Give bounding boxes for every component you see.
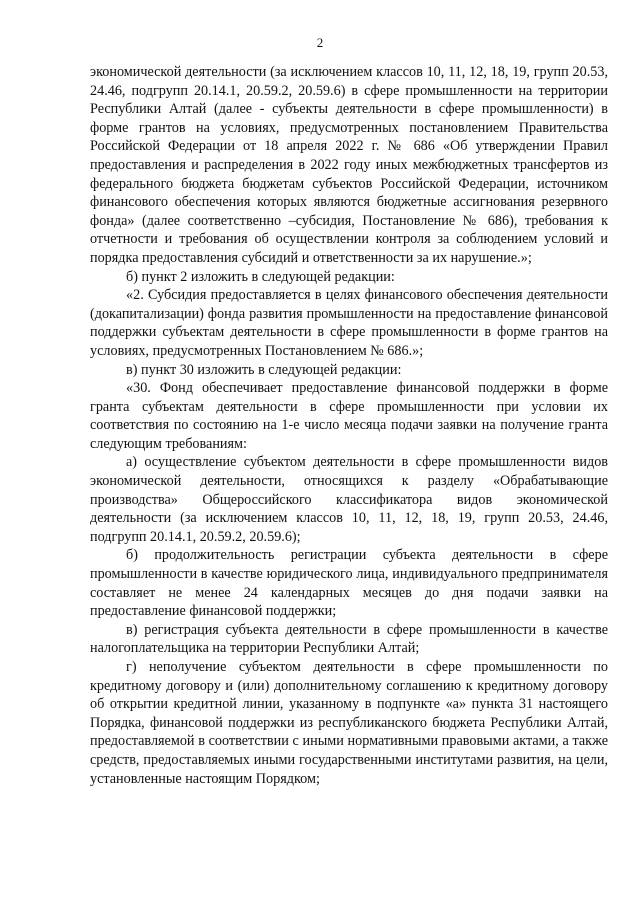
paragraph-requirement-v: в) регистрация субъекта деятельности в сфере промышленности в качестве налогоплательщика на территории Республики Алтай; <box>90 621 608 657</box>
document-body <box>90 63 608 788</box>
paragraph-amendment-b: б) пункт 2 изложить в следующей редакции: <box>126 268 395 285</box>
paragraph-continuation: экономической деятельности (за исключением классов 10, 11, 12, 18, 19, групп 20.53, 24.46, подгрупп 20.14.1, 20.59.2, 20.59.6) в сфере промышленности на территории Республики Алтай (далее - субъекты деятельности в сфере промышленности) в форме грантов на условиях, предусмотренных постановлением Правительства Российской Федерации от 18 апреля 2022 г. № 686 «Об утверждении Правил предоставления и распределения в 2022 году иных межбюджетных трансфертов из федерального бюджета бюджетам субъектов Российской Федерации, источником финансового обеспечения которых являются бюджетные ассигнования резервного фонда» (далее соответственно –субсидия, Постановление № 686), требования к отчетности и требования об осуществлении контроля за соблюдением условий и порядка предоставления субсидий и ответственности за их нарушение.»; <box>90 64 608 266</box>
paragraph-requirement-b: б) продолжительность регистрации субъекта деятельности в сфере промышленности в качестве юридического лица, индивидуального предпринимателя составляет не менее 24 календарных месяцев до дня подачи заявки на предоставление финансовой поддержки; <box>90 547 608 620</box>
paragraph-requirement-g: г) неполучение субъектом деятельности в сфере промышленности по кредитному договору и (или) дополнительному соглашению к кредитному договору об открытии кредитной линии, указанному в подпункте «а» пункта 31 настоящего Порядка, финансовой поддержки из республиканского бюджета Республики Алтай, предоставляемой в соответствии с иными нормативными правовыми актами, а также средств, предоставляемых иными государственными институтами развития, на цели, установленные настоящим Порядком; <box>90 659 608 787</box>
page-number: 2 <box>316 35 324 50</box>
paragraph-clause-2: «2. Субсидия предоставляется в целях финансового обеспечения деятельности (докапитализации) фонда развития промышленности на предоставление финансовой поддержки субъектам деятельности в сфере промышленности в форме грантов на условиях, предусмотренных Постановлением № 686.»; <box>90 287 608 359</box>
paragraph-amendment-v: в) пункт 30 изложить в следующей редакции: <box>126 361 402 378</box>
paragraph-clause-30: «30. Фонд обеспечивает предоставление финансовой поддержки в форме гранта субъектам деятельности в сфере промышленности при условии их соответствия по состоянию на 1-е число месяца подачи заявки на получение гранта следующим требованиям: <box>90 380 608 452</box>
paragraph-requirement-a: а) осуществление субъектом деятельности в сфере промышленности видов экономической деятельности, относящихся к разделу «Обрабатывающие производства» Общероссийского классификатора видов экономической деятельности (за исключением классов 10, 11, 12, 18, 19, групп 20.53, 24.46, подгрупп 20.14.1, 20.59.2, 20.59.6); <box>90 454 608 545</box>
